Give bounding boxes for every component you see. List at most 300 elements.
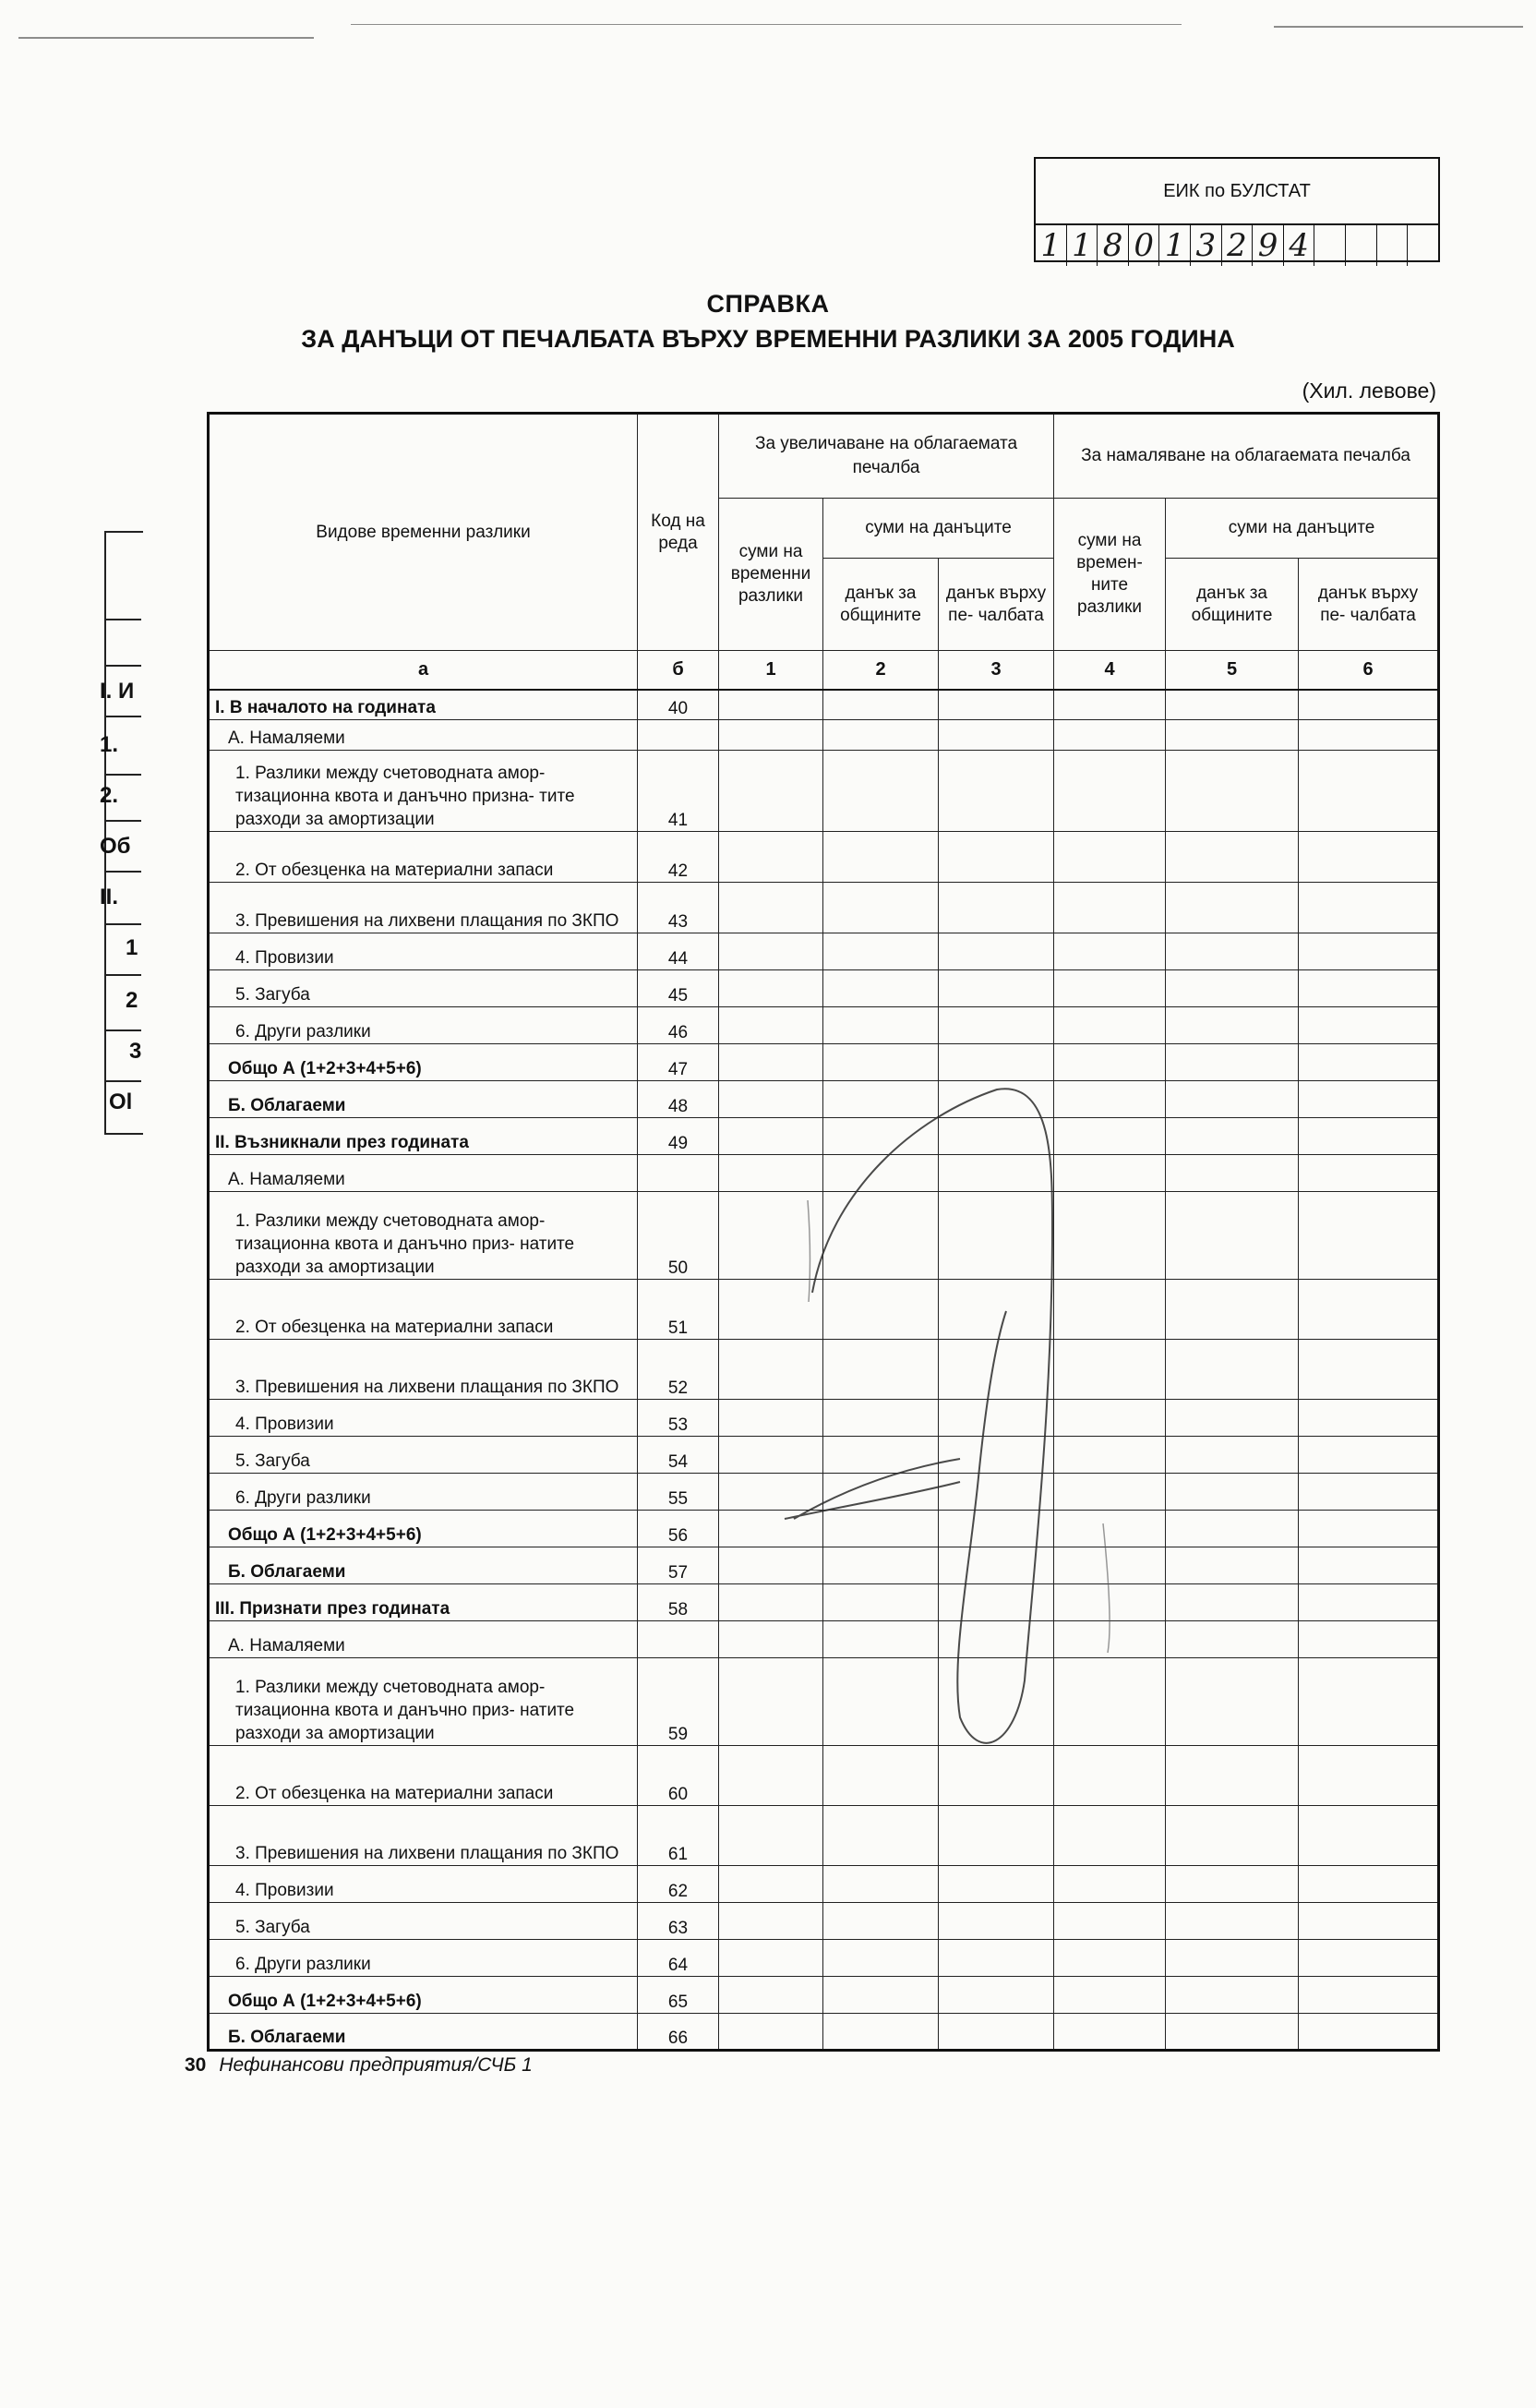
value-cell[interactable] [1299, 1547, 1439, 1584]
value-cell[interactable] [1166, 1340, 1299, 1400]
value-cell[interactable] [939, 720, 1054, 751]
row-code: 52 [638, 1340, 719, 1400]
value-cell[interactable] [823, 1547, 939, 1584]
column-index: 5 [1166, 651, 1299, 690]
value-cell[interactable] [1299, 1118, 1439, 1155]
eik-digit: 1 [1067, 225, 1098, 266]
eik-digit: 1 [1159, 225, 1191, 266]
adjacent-page-line [104, 820, 141, 822]
row-code: 49 [638, 1118, 719, 1155]
table-row [209, 1584, 1439, 1621]
row-label: 1. Разлики между счетоводната амор- тизационна квота и данъчно призна- тите разходи за амортизации [209, 751, 638, 832]
row-label: 2. От обезценка на материални запаси [209, 1746, 638, 1806]
adjacent-page-line [104, 774, 141, 776]
header-tax-profit: данък върху пе- чалбата [1299, 559, 1439, 651]
value-cell[interactable] [1166, 2014, 1299, 2051]
value-cell[interactable] [823, 1940, 939, 1977]
row-label: 6. Други разлики [209, 1007, 638, 1044]
adjacent-page-line [104, 665, 141, 667]
value-cell[interactable] [823, 883, 939, 933]
value-cell[interactable] [1299, 1621, 1439, 1658]
value-cell[interactable] [939, 1155, 1054, 1192]
edge-fragment-text: 2. [100, 783, 119, 808]
row-label: 3. Превишения на лихвени плащания по ЗКПО [209, 883, 638, 933]
value-cell[interactable] [719, 1584, 823, 1621]
edge-fragment-text: Ol [109, 1090, 133, 1114]
row-code: 41 [638, 751, 719, 832]
value-cell[interactable] [1299, 1806, 1439, 1866]
value-cell[interactable] [1054, 883, 1166, 933]
value-cell[interactable] [1054, 1584, 1166, 1621]
value-cell[interactable] [823, 1866, 939, 1903]
value-cell[interactable] [823, 1007, 939, 1044]
value-cell[interactable] [939, 933, 1054, 970]
value-cell[interactable] [1166, 1081, 1299, 1118]
value-cell[interactable] [1299, 1474, 1439, 1511]
row-label: 1. Разлики между счетоводната амор- тизационна квота и данъчно приз- натите разходи за амортизации [209, 1192, 638, 1280]
value-cell[interactable] [939, 1118, 1054, 1155]
value-cell[interactable] [1166, 690, 1299, 720]
value-cell[interactable] [1054, 1044, 1166, 1081]
value-cell[interactable] [1054, 1155, 1166, 1192]
header-code: Код на реда [638, 414, 719, 651]
row-label: Общо А (1+2+3+4+5+6) [209, 1511, 638, 1547]
header-group-decrease: За намаляване на облагаемата печалба [1054, 414, 1439, 499]
value-cell[interactable] [1299, 1400, 1439, 1437]
units-label: (Хил. левове) [1302, 379, 1436, 403]
value-cell[interactable] [1054, 832, 1166, 883]
value-cell[interactable] [823, 1903, 939, 1940]
row-label: III. Признати през годината [209, 1584, 638, 1621]
value-cell[interactable] [1166, 1977, 1299, 2014]
value-cell[interactable] [1299, 1584, 1439, 1621]
value-cell[interactable] [939, 1007, 1054, 1044]
value-cell[interactable] [939, 1437, 1054, 1474]
row-code: 44 [638, 933, 719, 970]
value-cell[interactable] [1299, 751, 1439, 832]
value-cell[interactable] [1054, 1118, 1166, 1155]
value-cell[interactable] [823, 1280, 939, 1340]
row-label: 2. От обезценка на материални запаси [209, 832, 638, 883]
value-cell[interactable] [1299, 1340, 1439, 1400]
value-cell[interactable] [1299, 2014, 1439, 2051]
value-cell[interactable] [1299, 1192, 1439, 1280]
row-code: 42 [638, 832, 719, 883]
column-index-row [209, 651, 1439, 690]
value-cell[interactable] [719, 1155, 823, 1192]
value-cell[interactable] [719, 1806, 823, 1866]
value-cell[interactable] [719, 1192, 823, 1280]
table-row [209, 1806, 1439, 1866]
table-row [209, 1866, 1439, 1903]
eik-digit: 0 [1129, 225, 1160, 266]
table-row [209, 1658, 1439, 1746]
value-cell[interactable] [939, 1940, 1054, 1977]
value-cell[interactable] [719, 1511, 823, 1547]
row-label: 4. Провизии [209, 1400, 638, 1437]
value-cell[interactable] [1299, 1866, 1439, 1903]
document-subtitle: ЗА ДАНЪЦИ ОТ ПЕЧАЛБАТА ВЪРХУ ВРЕМЕННИ РАЗЛИКИ ЗА 2005 ГОДИНА [301, 325, 1235, 353]
value-cell[interactable] [1299, 1746, 1439, 1806]
row-label: 3. Превишения на лихвени плащания по ЗКПО [209, 1806, 638, 1866]
value-cell[interactable] [1299, 1437, 1439, 1474]
value-cell[interactable] [1166, 1192, 1299, 1280]
value-cell[interactable] [1166, 1658, 1299, 1746]
value-cell[interactable] [1054, 1746, 1166, 1806]
value-cell[interactable] [823, 970, 939, 1007]
row-label: 6. Други разлики [209, 1940, 638, 1977]
value-cell[interactable] [1166, 1437, 1299, 1474]
value-cell[interactable] [823, 1977, 939, 2014]
value-cell[interactable] [1054, 1866, 1166, 1903]
edge-fragment-text: Об [100, 834, 131, 859]
value-cell[interactable] [823, 933, 939, 970]
value-cell[interactable] [1299, 1511, 1439, 1547]
value-cell[interactable] [823, 1192, 939, 1280]
value-cell[interactable] [1299, 1658, 1439, 1746]
table-row [209, 1044, 1439, 1081]
value-cell[interactable] [1299, 1977, 1439, 2014]
value-cell[interactable] [939, 1658, 1054, 1746]
value-cell[interactable] [939, 883, 1054, 933]
row-label: 5. Загуба [209, 970, 638, 1007]
value-cell[interactable] [1054, 1511, 1166, 1547]
value-cell[interactable] [939, 1746, 1054, 1806]
value-cell[interactable] [719, 1081, 823, 1118]
value-cell[interactable] [719, 2014, 823, 2051]
value-cell[interactable] [823, 1621, 939, 1658]
value-cell[interactable] [939, 1977, 1054, 2014]
eik-digit [1314, 225, 1346, 266]
row-code [638, 1621, 719, 1658]
value-cell[interactable] [823, 1746, 939, 1806]
value-cell[interactable] [719, 1658, 823, 1746]
value-cell[interactable] [939, 690, 1054, 720]
value-cell[interactable] [823, 2014, 939, 2051]
header-tax-municipal: данък за общините [823, 559, 939, 651]
row-label: 3. Превишения на лихвени плащания по ЗКПО [209, 1340, 638, 1400]
value-cell[interactable] [823, 832, 939, 883]
value-cell[interactable] [939, 1044, 1054, 1081]
value-cell[interactable] [1054, 1621, 1166, 1658]
table-row [209, 1340, 1439, 1400]
table-row [209, 1511, 1439, 1547]
value-cell[interactable] [939, 1340, 1054, 1400]
value-cell[interactable] [1054, 1474, 1166, 1511]
value-cell[interactable] [939, 832, 1054, 883]
value-cell[interactable] [719, 832, 823, 883]
value-cell[interactable] [1166, 720, 1299, 751]
value-cell[interactable] [719, 1280, 823, 1340]
value-cell[interactable] [1054, 1547, 1166, 1584]
scan-artifact-line [351, 24, 1182, 25]
value-cell[interactable] [939, 1081, 1054, 1118]
value-cell[interactable] [1054, 1806, 1166, 1866]
value-cell[interactable] [823, 1658, 939, 1746]
table-row [209, 1081, 1439, 1118]
value-cell[interactable] [1054, 970, 1166, 1007]
column-index: б [638, 651, 719, 690]
value-cell[interactable] [1054, 1280, 1166, 1340]
value-cell[interactable] [1166, 1007, 1299, 1044]
value-cell[interactable] [1299, 720, 1439, 751]
edge-fragment-text: 2 [126, 988, 138, 1013]
value-cell[interactable] [823, 1044, 939, 1081]
row-code: 65 [638, 1977, 719, 2014]
value-cell[interactable] [1299, 1280, 1439, 1340]
row-label: II. Възникнали през годината [209, 1118, 638, 1155]
value-cell[interactable] [1166, 1400, 1299, 1437]
value-cell[interactable] [1054, 1977, 1166, 2014]
value-cell[interactable] [719, 1866, 823, 1903]
table-row [209, 933, 1439, 970]
row-label: 4. Провизии [209, 933, 638, 970]
value-cell[interactable] [719, 1400, 823, 1437]
value-cell[interactable] [823, 1118, 939, 1155]
value-cell[interactable] [823, 1584, 939, 1621]
table-row [209, 1155, 1439, 1192]
row-label: 5. Загуба [209, 1903, 638, 1940]
column-index: 4 [1054, 651, 1166, 690]
row-label: 4. Провизии [209, 1866, 638, 1903]
edge-fragment-text: II. [100, 885, 119, 909]
adjacent-page-line [104, 871, 141, 873]
table-row [209, 883, 1439, 933]
value-cell[interactable] [1166, 1547, 1299, 1584]
value-cell[interactable] [823, 720, 939, 751]
value-cell[interactable] [939, 1806, 1054, 1866]
table-row [209, 2014, 1439, 2051]
row-code: 58 [638, 1584, 719, 1621]
eik-digit: 2 [1222, 225, 1254, 266]
row-label: 2. От обезценка на материални запаси [209, 1280, 638, 1340]
header-tax-profit: данък върху пе- чалбата [939, 559, 1054, 651]
table-row [209, 1118, 1439, 1155]
value-cell[interactable] [719, 1977, 823, 2014]
value-cell[interactable] [823, 751, 939, 832]
value-cell[interactable] [823, 1081, 939, 1118]
value-cell[interactable] [823, 1400, 939, 1437]
table-row [209, 1280, 1439, 1340]
edge-fragment-text: 3 [129, 1039, 142, 1064]
value-cell[interactable] [1299, 1940, 1439, 1977]
table-row [209, 1007, 1439, 1044]
row-code: 62 [638, 1866, 719, 1903]
table-row [209, 1474, 1439, 1511]
value-cell[interactable] [719, 1340, 823, 1400]
table-row [209, 1192, 1439, 1280]
value-cell[interactable] [1054, 1658, 1166, 1746]
eik-digit [1346, 225, 1377, 266]
value-cell[interactable] [939, 1866, 1054, 1903]
column-index: 1 [719, 651, 823, 690]
row-label: 1. Разлики между счетоводната амор- тизационна квота и данъчно приз- натите разходи за амортизации [209, 1658, 638, 1746]
row-code: 51 [638, 1280, 719, 1340]
column-index: 3 [939, 651, 1054, 690]
table-row [209, 1547, 1439, 1584]
value-cell[interactable] [1054, 690, 1166, 720]
row-code: 50 [638, 1192, 719, 1280]
table-row [209, 1437, 1439, 1474]
value-cell[interactable] [1299, 1903, 1439, 1940]
row-code: 60 [638, 1746, 719, 1806]
value-cell[interactable] [1054, 1192, 1166, 1280]
value-cell[interactable] [939, 1192, 1054, 1280]
value-cell[interactable] [1166, 1474, 1299, 1511]
table-row [209, 720, 1439, 751]
column-index: а [209, 651, 638, 690]
adjacent-page-line [104, 1029, 141, 1031]
value-cell[interactable] [939, 2014, 1054, 2051]
value-cell[interactable] [1054, 751, 1166, 832]
value-cell[interactable] [1299, 832, 1439, 883]
value-cell[interactable] [823, 1474, 939, 1511]
value-cell[interactable] [939, 1280, 1054, 1340]
value-cell[interactable] [823, 1806, 939, 1866]
column-index: 6 [1299, 651, 1439, 690]
value-cell[interactable] [1166, 933, 1299, 970]
eik-label: ЕИК по БУЛСТАТ [1163, 180, 1311, 201]
row-label: Общо А (1+2+3+4+5+6) [209, 1977, 638, 2014]
scan-artifact-line [18, 37, 314, 39]
value-cell[interactable] [719, 751, 823, 832]
eik-digit: 4 [1284, 225, 1315, 266]
header-tax-sums: суми на данъците [1166, 499, 1439, 559]
value-cell[interactable] [1166, 1746, 1299, 1806]
value-cell[interactable] [823, 1511, 939, 1547]
value-cell[interactable] [1054, 933, 1166, 970]
value-cell[interactable] [1054, 1940, 1166, 1977]
eik-digit: 3 [1191, 225, 1222, 266]
value-cell[interactable] [939, 1547, 1054, 1584]
value-cell[interactable] [939, 970, 1054, 1007]
page-footer [185, 2054, 533, 2077]
row-label: 5. Загуба [209, 1437, 638, 1474]
value-cell[interactable] [1054, 1081, 1166, 1118]
row-code: 54 [638, 1437, 719, 1474]
value-cell[interactable] [719, 1621, 823, 1658]
value-cell[interactable] [1166, 1511, 1299, 1547]
value-cell[interactable] [939, 1584, 1054, 1621]
row-code: 55 [638, 1474, 719, 1511]
value-cell[interactable] [1054, 1903, 1166, 1940]
value-cell[interactable] [1299, 1044, 1439, 1081]
value-cell[interactable] [719, 720, 823, 751]
header-temp-sums: суми на временни разлики [719, 499, 823, 651]
row-label: I. В началото на годината [209, 690, 638, 720]
value-cell[interactable] [719, 1044, 823, 1081]
value-cell[interactable] [719, 1118, 823, 1155]
value-cell[interactable] [939, 1903, 1054, 1940]
value-cell[interactable] [823, 1155, 939, 1192]
row-code: 64 [638, 1940, 719, 1977]
adjacent-page-line [104, 1080, 141, 1082]
table-row [209, 832, 1439, 883]
value-cell[interactable] [939, 751, 1054, 832]
value-cell[interactable] [939, 1511, 1054, 1547]
eik-digit-cells [1036, 223, 1438, 266]
value-cell[interactable] [1166, 1903, 1299, 1940]
value-cell[interactable] [1054, 2014, 1166, 2051]
value-cell[interactable] [719, 1940, 823, 1977]
value-cell[interactable] [719, 1746, 823, 1806]
value-cell[interactable] [939, 1474, 1054, 1511]
edge-fragment-text: I. И [100, 679, 135, 704]
value-cell[interactable] [1299, 933, 1439, 970]
value-cell[interactable] [1166, 1584, 1299, 1621]
footer-text: Нефинансови предприятия/СЧБ 1 [219, 2054, 533, 2076]
table-row [209, 1903, 1439, 1940]
value-cell[interactable] [1299, 1081, 1439, 1118]
value-cell[interactable] [1166, 751, 1299, 832]
row-code [638, 1155, 719, 1192]
value-cell[interactable] [1054, 1340, 1166, 1400]
row-code [638, 720, 719, 751]
table-row [209, 690, 1439, 720]
value-cell[interactable] [1166, 1155, 1299, 1192]
row-code: 59 [638, 1658, 719, 1746]
adjacent-page-line [104, 716, 141, 717]
row-code: 57 [638, 1547, 719, 1584]
value-cell[interactable] [719, 690, 823, 720]
value-cell[interactable] [1166, 1806, 1299, 1866]
value-cell[interactable] [823, 690, 939, 720]
value-cell[interactable] [719, 1547, 823, 1584]
value-cell[interactable] [719, 970, 823, 1007]
value-cell[interactable] [939, 1400, 1054, 1437]
value-cell[interactable] [823, 1340, 939, 1400]
row-code: 45 [638, 970, 719, 1007]
value-cell[interactable] [1166, 1621, 1299, 1658]
adjacent-page-line [104, 923, 141, 925]
header-type: Видове временни разлики [209, 414, 638, 651]
value-cell[interactable] [719, 1007, 823, 1044]
value-cell[interactable] [1299, 690, 1439, 720]
value-cell[interactable] [1166, 1280, 1299, 1340]
value-cell[interactable] [1054, 1007, 1166, 1044]
row-label: 6. Други разлики [209, 1474, 638, 1511]
value-cell[interactable] [1054, 1400, 1166, 1437]
value-cell[interactable] [1166, 1118, 1299, 1155]
document-title: СПРАВКА [706, 290, 830, 318]
row-code: 56 [638, 1511, 719, 1547]
value-cell[interactable] [1166, 1044, 1299, 1081]
value-cell[interactable] [719, 1474, 823, 1511]
value-cell[interactable] [1166, 832, 1299, 883]
value-cell[interactable] [1166, 970, 1299, 1007]
page-number: 30 [185, 2054, 207, 2076]
column-index: 2 [823, 651, 939, 690]
value-cell[interactable] [1054, 1437, 1166, 1474]
value-cell[interactable] [719, 933, 823, 970]
value-cell[interactable] [1299, 1007, 1439, 1044]
value-cell[interactable] [719, 883, 823, 933]
value-cell[interactable] [1166, 883, 1299, 933]
value-cell[interactable] [1166, 1940, 1299, 1977]
value-cell[interactable] [1166, 1866, 1299, 1903]
value-cell[interactable] [1299, 970, 1439, 1007]
value-cell[interactable] [1299, 883, 1439, 933]
value-cell[interactable] [1299, 1155, 1439, 1192]
value-cell[interactable] [719, 1437, 823, 1474]
row-code: 48 [638, 1081, 719, 1118]
tax-differences-table [207, 412, 1440, 2052]
value-cell[interactable] [823, 1437, 939, 1474]
value-cell[interactable] [1054, 720, 1166, 751]
value-cell[interactable] [719, 1903, 823, 1940]
value-cell[interactable] [939, 1621, 1054, 1658]
table-row [209, 1940, 1439, 1977]
